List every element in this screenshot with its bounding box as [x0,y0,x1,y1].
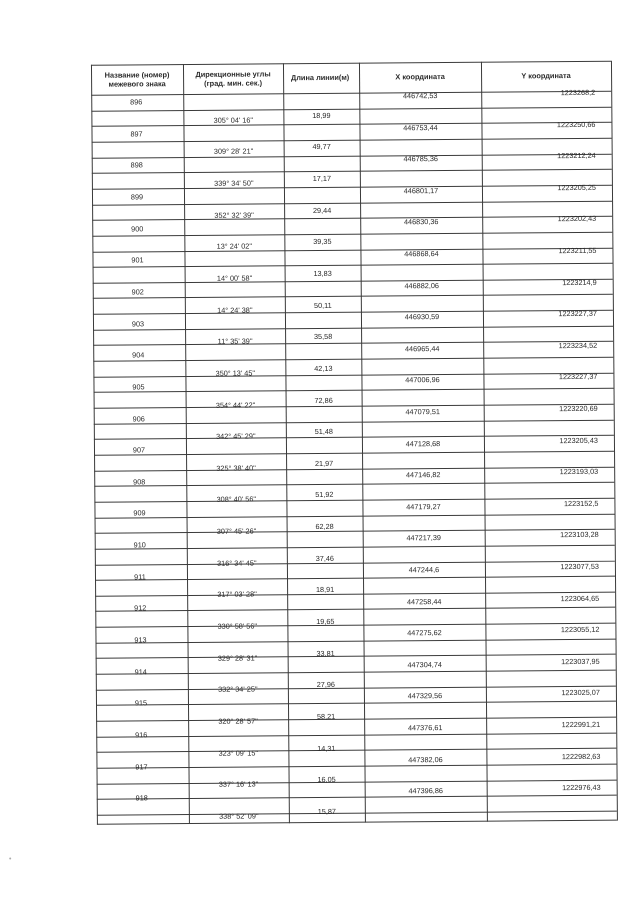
segment-angle: 332° 34' 25'' [218,684,258,695]
point-x: 447304,74 [407,659,442,670]
segment-angle: 342° 45' 29'' [216,431,256,441]
point-y: 1223025,07 [561,688,600,698]
point-y: 1223193,03 [559,467,599,477]
segment-length: 62,28 [315,521,334,532]
point-y: 1223202,43 [557,214,597,224]
point-y: 1223037,95 [561,656,600,666]
point-name: 908 [133,477,146,487]
point-name: 910 [133,540,146,550]
point-name: 907 [132,445,146,455]
segment-length: 35,58 [313,332,333,342]
table-grid [91,61,611,65]
point-x: 446801,17 [403,185,439,196]
segment-angle: 13° 24' 02'' [216,241,253,252]
point-x: 447146,82 [405,470,441,480]
segment-angle: 337° 16' 13'' [218,779,259,790]
segment-angle: 352° 32' 39'' [214,210,254,220]
header-length: Длина линии(м) [290,72,350,83]
segment-angle: 354° 44' 22'' [215,400,256,410]
point-name: 909 [133,508,146,518]
segment-angle: 309° 28' 21'' [213,146,254,157]
point-name: 915 [134,698,148,708]
header-x: X координата [395,72,445,82]
point-x: 446785,36 [403,154,439,164]
point-name: 899 [130,192,144,202]
point-x: 447258,44 [406,596,442,606]
point-x: 446930,59 [404,312,440,322]
point-x: 446868,64 [404,249,439,259]
point-name: 914 [134,667,147,677]
segment-length: 18,91 [315,585,335,595]
point-x: 447128,68 [405,438,441,448]
point-y: 1223055,12 [560,624,600,635]
point-x: 447079,51 [405,407,440,417]
segment-angle: 330° 58' 56'' [217,621,258,631]
segment-angle: 307° 45' 26'' [216,526,257,536]
segment-length: 37,46 [315,553,335,563]
point-name: 913 [134,635,147,645]
segment-length: 72,86 [314,395,333,405]
point-y: 1223268,2 [560,87,596,98]
point-y: 1223211,55 [558,245,597,256]
segment-angle: 317° 03' 28'' [217,589,257,600]
segment-length: 49,77 [312,142,331,152]
column-line [91,65,98,825]
point-x: 446882,06 [404,280,439,290]
segment-length: 19,65 [316,616,335,627]
segment-angle: 339° 34' 50'' [214,178,254,188]
point-name: 898 [130,160,143,170]
segment-angle: 329° 28' 31'' [217,653,258,663]
point-y: 1223205,43 [559,435,598,445]
point-name: 900 [131,223,144,234]
point-name: 901 [131,255,144,265]
point-name: 903 [131,318,145,329]
segment-angle: 14° 00' 58'' [216,273,253,283]
segment-angle: 14° 24' 38'' [217,305,253,315]
point-name: 905 [132,382,145,392]
segment-length: 15,87 [317,806,336,816]
point-y: 1223227,37 [558,309,597,319]
point-y: 1223234,52 [558,340,598,350]
point-name: 896 [130,97,143,107]
segment-length: 42,13 [314,363,333,373]
point-x: 447329,56 [407,691,443,701]
segment-length: 33,81 [316,648,335,658]
segment-length: 58,21 [316,711,336,722]
header-name: Название (номер) межевого знака [104,70,170,89]
point-name: 916 [135,730,148,740]
row-line [97,820,617,825]
segment-angle: 308° 40' 56'' [216,494,257,505]
point-x: 446830,36 [403,217,439,227]
point-y: 1223250,66 [556,119,596,129]
segment-length: 17,17 [312,173,332,183]
header-angle: Дирекционные углы (град. мин. сек.) [195,69,271,88]
segment-length: 21,97 [314,458,334,468]
point-x: 447217,39 [406,533,441,543]
point-x: 446965,44 [404,343,440,354]
segment-length: 16,05 [317,775,336,785]
column-line [611,61,618,821]
segment-angle: 305° 04' 16'' [213,115,254,125]
point-x: 447244,6 [408,565,440,575]
point-y: 1222991,21 [561,719,601,730]
segment-angle: 325° 38' 40'' [216,463,256,473]
point-y: 1223220,69 [559,403,598,414]
point-name: 918 [135,793,148,803]
point-name: 904 [132,350,145,360]
column-line [359,63,366,823]
segment-angle: 323° 09' 15'' [218,748,259,758]
point-name: 917 [135,762,148,772]
segment-length: 27,96 [316,680,336,690]
segment-angle: 316° 34' 45'' [217,558,257,568]
point-x: 446753,44 [403,122,438,132]
segment-angle: 350° 13' 45'' [215,368,256,378]
segment-length: 13,83 [313,268,332,278]
row-line [91,61,611,66]
point-name: 911 [134,572,146,582]
segment-length: 51,48 [314,427,334,437]
segment-length: 18,99 [312,110,331,120]
point-x: 447179,27 [406,501,441,512]
segment-length: 39,35 [313,237,332,247]
segment-length: 14,31 [317,743,336,753]
segment-length: 51,92 [315,490,334,500]
segment-angle: 320° 28' 57'' [218,716,258,726]
point-y: 1223064,65 [560,593,600,603]
segment-angle: 338° 52' 09'' [219,811,259,821]
point-x: 447275,62 [407,628,442,638]
column-line [481,62,488,822]
point-y: 1222976,43 [562,782,601,793]
point-y: 1222982,63 [561,751,601,761]
point-y: 1223227,37 [558,372,598,382]
point-x: 447006,96 [405,375,440,385]
point-y: 1223205,25 [557,182,596,192]
point-y: 1223212,24 [557,151,596,161]
scan-speck [9,857,11,859]
point-name: 912 [134,603,147,613]
point-x: 447382,06 [408,754,443,764]
segment-length: 29,44 [312,205,332,215]
header-y: Y координата [521,71,571,81]
point-name: 902 [131,287,144,297]
point-y: 1223103,28 [560,530,599,540]
point-y: 1223152,5 [563,498,599,508]
segment-length: 50,11 [313,300,332,310]
segment-angle: 11° 35' 39'' [217,336,253,346]
point-y: 1223077,53 [560,561,599,572]
point-x: 446742,53 [402,91,438,101]
point-name: 897 [130,129,143,139]
point-x: 447376,61 [407,723,443,733]
coordinates-table [91,61,617,825]
point-y: 1223214,9 [562,277,597,287]
point-x: 447396,86 [408,786,443,796]
point-name: 906 [132,413,145,423]
